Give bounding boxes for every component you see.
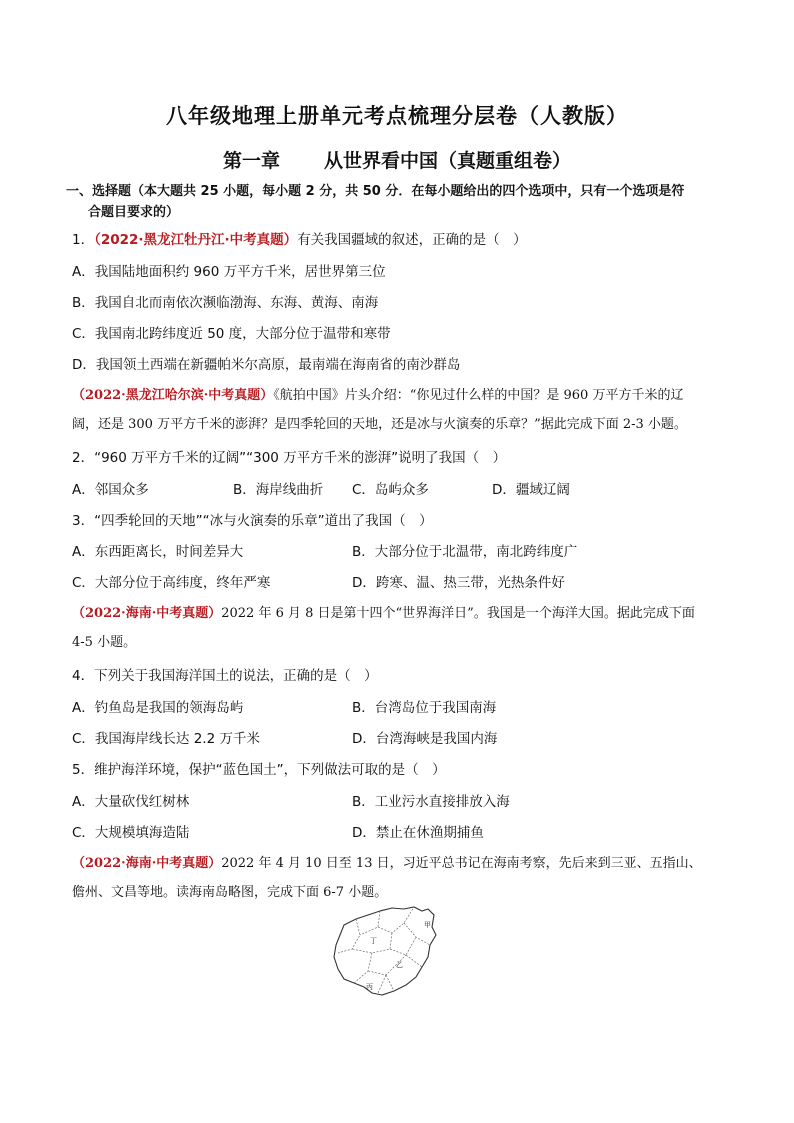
material-1-text1: 《航拍中国》片头介绍：“你见过什么样的中国？是 960 万平方千米的辽 [273,388,684,403]
question-5-option-a: A．大量砍伐红树林 [72,794,190,810]
question-2-option-d: D．疆域辽阔 [492,482,570,498]
material-2-source-tag: （2022·海南·中考真题） [72,606,222,621]
material-3-text1: 2022 年 4 月 10 日至 13 日，习近平总书记在海南考察，先后来到三亚、五指山、 [221,856,702,871]
question-5-option-b: B．工业污水直接排放入海 [352,794,510,810]
question-2-stem: 2．“960 万平方千米的辽阔”“300 万平方千米的澎湃”说明了我国（ ） [72,450,507,466]
question-3-option-c: C．大部分位于高纬度，终年严寒 [72,575,271,591]
question-3-option-b: B．大部分位于北温带，南北跨纬度广 [352,544,578,560]
question-4-option-d: D．台湾海峡是我国内海 [352,731,498,747]
question-2-option-c: C．岛屿众多 [352,482,429,498]
question-1-option-a: A．我国陆地面积约 960 万平方千米，居世界第三位 [72,264,386,280]
question-1-number: 1． [72,232,95,248]
question-5-option-c: C．大规模填海造陆 [72,825,190,841]
map-label-jia: 甲 [424,921,431,929]
material-3-source-tag: （2022·海南·中考真题） [72,856,222,871]
question-1-stem [72,228,527,248]
material-2-line1 [72,602,695,621]
question-4-option-a: A．钓鱼岛是我国的领海岛屿 [72,700,244,716]
section-heading-line1: 一、选择题（本大题共 25 小题，每小题 2 分，共 50 分．在每小题给出的四个选项中，只有一个选项是符 [66,184,685,199]
chapter-number: 第一章 [222,150,280,172]
material-3-line2: 儋州、文昌等地。读海南岛略图，完成下面 6-7 小题。 [72,885,388,900]
material-1-line1 [72,384,683,403]
question-3-option-a: A．东西距离长，时间差异大 [72,544,244,560]
question-1-option-b: B．我国自北而南依次濒临渤海、东海、黄海、南海 [72,295,379,311]
county-boundaries [338,907,430,993]
material-2-text1: 2022 年 6 月 8 日是第十四个“世界海洋日”。我国是一个海洋大国。据此完成下面 [221,606,695,621]
exam-title: 八年级地理上册单元考点梳理分层卷（人教版） [166,104,628,128]
map-label-yi: 乙 [396,961,403,969]
material-1-line2: 阔，还是 300 万平方千米的澎湃？是四季轮回的天地，还是冰与火演奏的乐章？”据此完成下面 2-3 小题。 [72,417,687,432]
material-2-line2: 4-5 小题。 [72,635,137,650]
question-4-stem: 4．下列关于我国海洋国土的说法，正确的是（ ） [72,668,378,684]
hainan-island-map [330,905,438,997]
hainan-island-outline [334,907,436,995]
chapter-title [0,146,794,173]
question-1-source-tag: （2022·黑龙江牡丹江·中考真题） [94,232,298,248]
map-label-bing: 丙 [366,983,373,991]
question-5-option-d: D．禁止在休渔期捕鱼 [352,825,484,841]
question-1-option-c: C．我国南北跨纬度近 50 度，大部分位于温带和寒带 [72,326,391,342]
question-1-option-d: D．我国领土西端在新疆帕米尔高原，最南端在海南省的南沙群岛 [72,357,461,373]
question-3-option-d: D．跨寒、温、热三带，光热条件好 [352,575,565,591]
question-2-option-b: B．海岸线曲折 [233,482,324,498]
map-label-ding: 丁 [370,937,377,945]
question-4-option-c: C．我国海岸线长达 2.2 万千米 [72,731,260,747]
question-3-stem: 3．“四季轮回的天地”“冰与火演奏的乐章”道出了我国（ ） [72,513,433,529]
material-3-line1 [72,852,702,871]
question-1-text: 有关我国疆域的叙述，正确的是（ ） [297,232,527,248]
section-heading-line2: 合题目要求的） [88,205,180,220]
question-2-option-a: A．邻国众多 [72,482,149,498]
question-5-stem: 5．维护海洋环境，保护“蓝色国土”，下列做法可取的是（ ） [72,762,446,778]
material-1-source-tag: （2022·黑龙江哈尔滨·中考真题） [72,388,274,403]
chapter-subtitle: 从世界看中国（真题重组卷） [324,150,572,172]
question-4-option-b: B．台湾岛位于我国南海 [352,700,497,716]
